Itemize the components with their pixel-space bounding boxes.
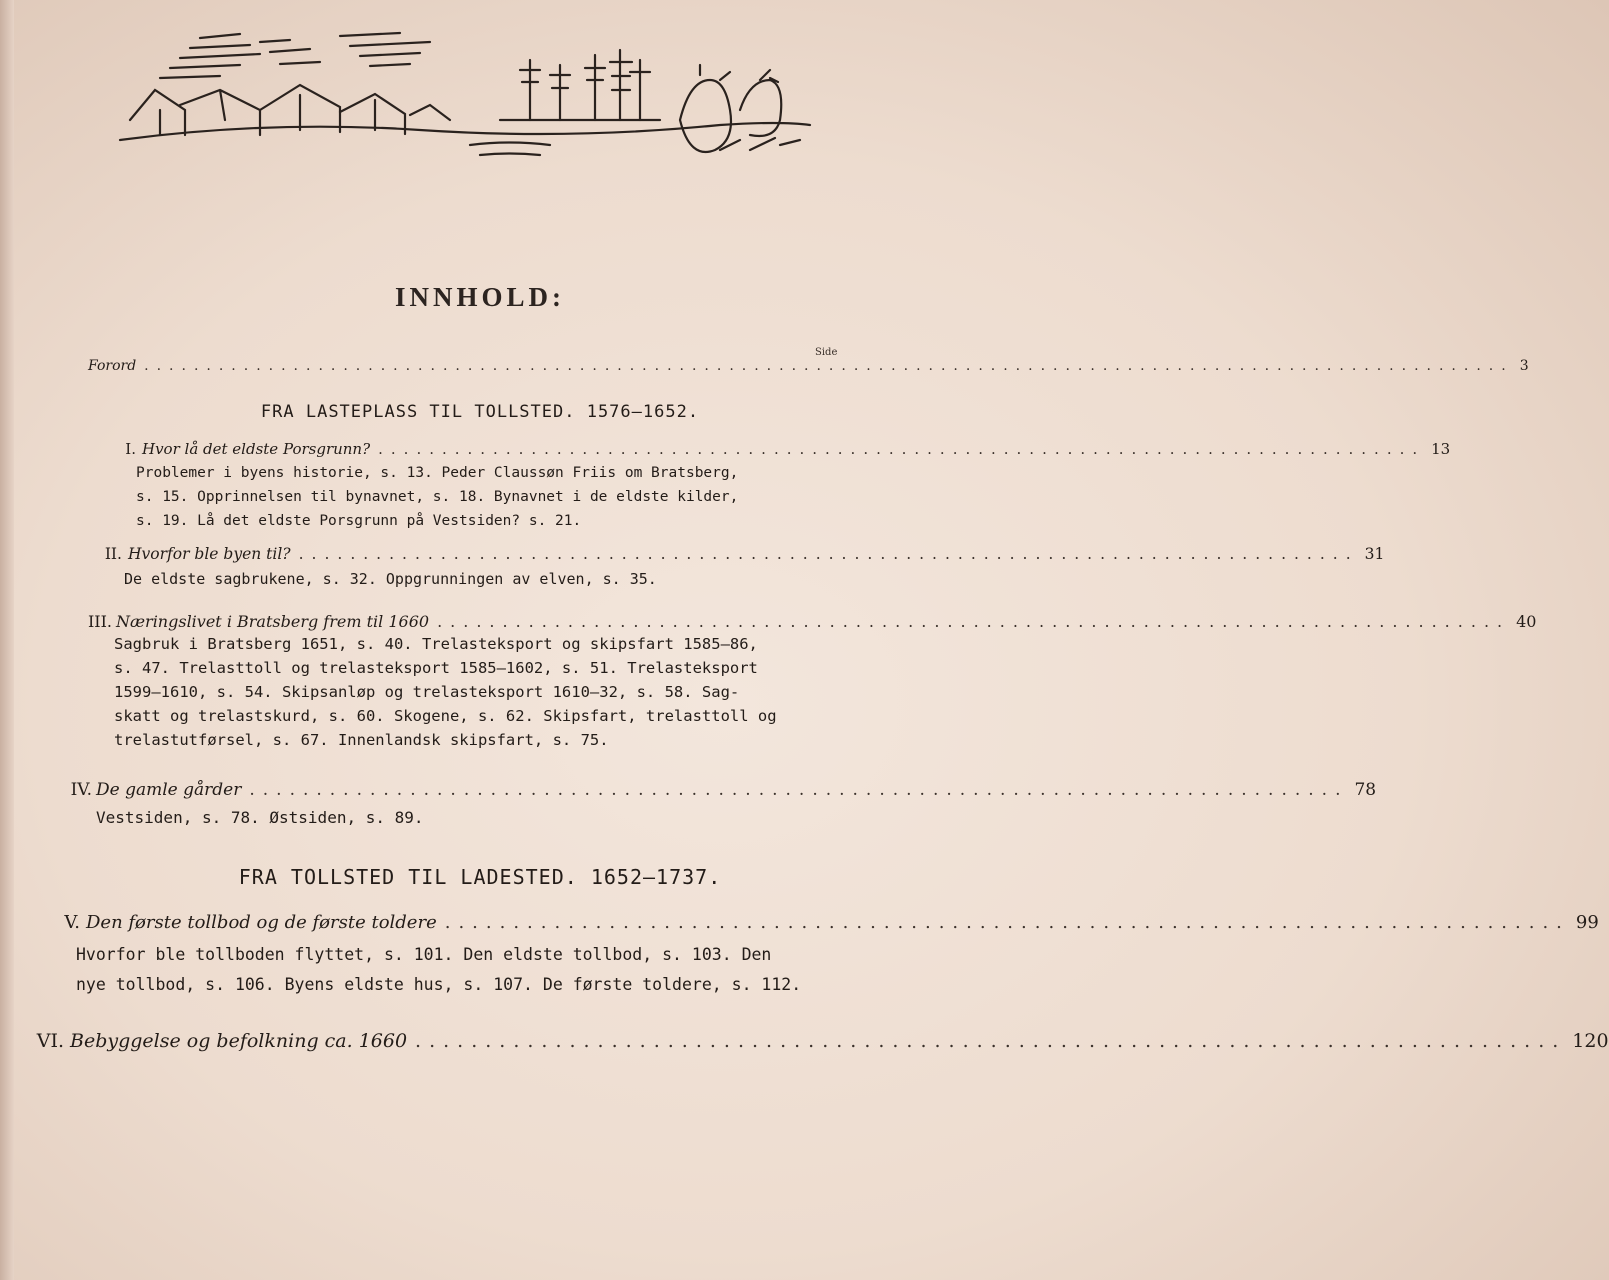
chapter-number: IV. <box>70 780 92 800</box>
toc-entry-chapter[interactable] <box>125 440 1451 458</box>
toc-title: De gamle gårder <box>96 780 242 800</box>
toc-entry-forord[interactable] <box>88 358 1529 374</box>
header-illustration <box>120 20 810 170</box>
chapter-description: Problemer i byens historie, s. 13. Peder Claussøn Friis om Bratsberg, s. 15. Opprinnelsen til bynavnet, s. 18. Bynavnet i de eldste kilder, s. 19. Lå det eldste Porsgrunn på Vestsiden? s. 21. <box>136 465 739 529</box>
toc-entry-chapter[interactable] <box>104 545 1385 563</box>
toc-entry-chapter[interactable] <box>64 912 1599 933</box>
leader-dots: .................................................................................. <box>415 1030 1567 1052</box>
toc-page-number: 31 <box>1364 545 1385 563</box>
toc-page-number: 13 <box>1431 440 1451 458</box>
chapter-number: II. <box>104 545 122 563</box>
toc-entry-chapter[interactable] <box>36 1030 1609 1052</box>
leader-dots: .................................................................................. <box>298 545 1359 563</box>
toc-page-number: 120 <box>1572 1030 1609 1052</box>
toc-entry-chapter[interactable] <box>87 612 1537 631</box>
chapter-number: VI. <box>36 1030 64 1052</box>
chapter-number: V. <box>64 912 80 933</box>
leader-dots: .................................................................................. <box>437 612 1511 631</box>
toc-entry-chapter[interactable] <box>70 780 1377 800</box>
leader-dots: .................................................................................. <box>378 440 1426 458</box>
leader-dots: .................................................................................. <box>444 912 1570 933</box>
chapter-number: III. <box>87 612 112 631</box>
chapter-number: I. <box>125 440 136 458</box>
toc-title: Forord <box>88 358 137 374</box>
toc-title: Hvor lå det eldste Porsgrunn? <box>142 440 371 458</box>
chapter-description: Sagbruk i Bratsberg 1651, s. 40. Trelasteksport og skipsfart 1585—86, s. 47. Trelasttoll og trelasteksport 1585—1602, s. 51. Trelasteksport 1599—1610, s. 54. Skipsanløp og trelasteksport 1610—32, s. 58. Sag- skatt og trelastskurd, s. 60. Skogene, s. 62. Skipsfart, trelasttoll og trelastutførsel, s. 67. Innenlandsk skipsfart, s. 75. <box>114 635 777 749</box>
toc-title: Hvorfor ble byen til? <box>128 545 291 563</box>
toc-title: Bebyggelse og befolkning ca. 1660 <box>70 1030 408 1052</box>
toc-page-number: 99 <box>1575 912 1599 933</box>
section-heading: FRA LASTEPLASS TIL TOLLSTED. 1576—1652. <box>260 402 700 422</box>
chapter-description: Hvorfor ble tollboden flyttet, s. 101. Den eldste tollbod, s. 103. Den nye tollbod, s. 106. Byens eldste hus, s. 107. De første toldere, s. 112. <box>76 945 802 994</box>
toc-page-number: 40 <box>1516 612 1537 631</box>
toc-page-number: 3 <box>1519 358 1529 374</box>
toc-page-number: 78 <box>1354 780 1377 800</box>
toc-title: Næringslivet i Bratsberg frem til 1660 <box>116 612 430 631</box>
page-title: INNHOLD: <box>394 282 565 312</box>
section-heading: FRA TOLLSTED TIL LADESTED. 1652—1737. <box>238 865 722 889</box>
leader-dots: .................................................................................. <box>249 780 1349 800</box>
page-edge <box>0 0 14 1280</box>
leader-dots: .............................................................................................................. <box>144 358 1514 374</box>
toc-title: Den første tollbod og de første toldere <box>86 912 437 933</box>
chapter-description: De eldste sagbrukene, s. 32. Oppgrunningen av elven, s. 35. <box>124 570 657 588</box>
page-column-label: Side <box>815 347 838 358</box>
chapter-description: Vestsiden, s. 78. Østsiden, s. 89. <box>96 808 424 827</box>
